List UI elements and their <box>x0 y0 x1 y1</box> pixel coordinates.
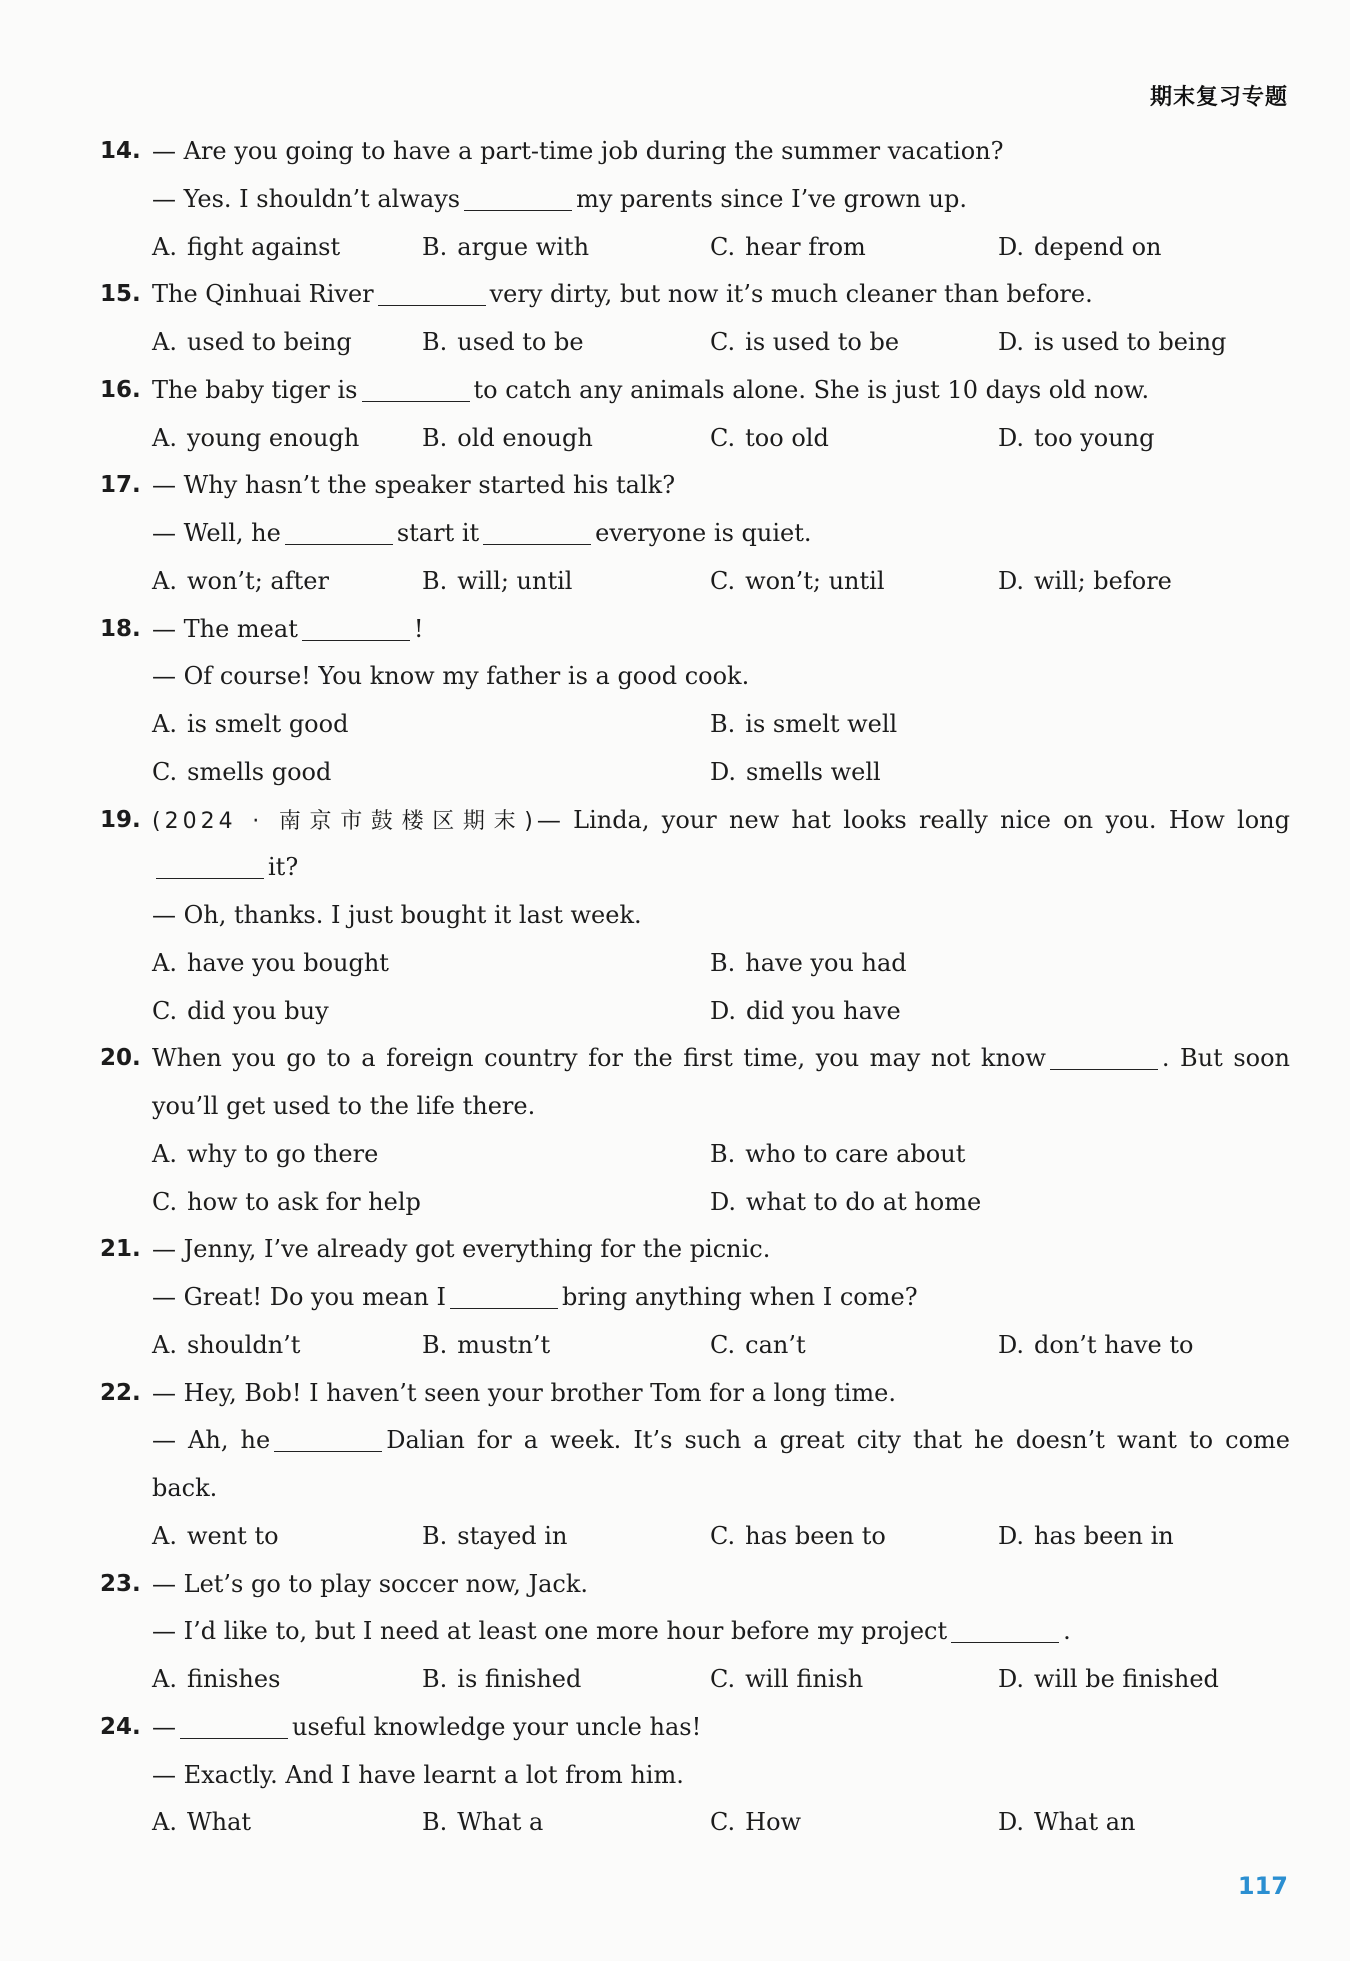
question-line <box>100 606 1290 654</box>
option-letter: A. <box>152 328 177 356</box>
question-text-segment: Dalian for a week. It’s such a great city that he doesn’t want to come <box>386 1426 1290 1455</box>
option-d[interactable] <box>998 224 1162 272</box>
question-text-segment: you’ll get used to the life there. <box>152 1092 536 1120</box>
question-text-segment: — Of course! You know my father is a good cook. <box>152 662 750 691</box>
option-letter: A. <box>152 566 177 595</box>
option-text: how to ask for help <box>187 1187 421 1216</box>
option-text: What an <box>1034 1808 1136 1837</box>
question-text <box>152 1417 1290 1465</box>
option-text: has been to <box>745 1521 886 1550</box>
options-row <box>100 988 1290 1036</box>
option-letter: C. <box>710 232 736 261</box>
option-b[interactable] <box>422 415 593 463</box>
options-row <box>100 1799 1290 1847</box>
question-text <box>152 844 1290 892</box>
option-c[interactable] <box>152 1179 421 1227</box>
option-a[interactable] <box>152 415 359 463</box>
question-line <box>100 367 1290 415</box>
option-text: will; until <box>457 566 573 595</box>
option-letter: C. <box>710 1330 736 1359</box>
options-row <box>100 558 1290 606</box>
option-letter: B. <box>422 1808 448 1837</box>
options-row <box>100 319 1290 367</box>
question-text <box>152 1274 1290 1322</box>
question-number: 16. <box>100 376 141 403</box>
question-source: (2024 · 南京市鼓楼区期末) <box>152 808 537 834</box>
option-d[interactable] <box>710 988 901 1036</box>
option-a[interactable] <box>152 1131 378 1179</box>
option-d[interactable] <box>710 1179 981 1227</box>
question-number: 21. <box>100 1236 141 1263</box>
question-text-segment: — Let’s go to play soccer now, Jack. <box>152 1569 589 1598</box>
option-letter: C. <box>152 996 178 1025</box>
question-number: 22. <box>100 1379 141 1406</box>
option-b[interactable] <box>422 1656 581 1704</box>
question-text <box>152 653 1290 701</box>
option-text: will finish <box>745 1665 864 1693</box>
option-b[interactable] <box>710 1131 965 1179</box>
option-text: what to do at home <box>746 1187 982 1216</box>
option-letter: D. <box>998 328 1025 356</box>
option-text: shouldn’t <box>186 1330 301 1359</box>
option-b[interactable] <box>422 1799 543 1847</box>
option-b[interactable] <box>422 1513 567 1561</box>
option-a[interactable] <box>152 1322 300 1370</box>
option-b[interactable] <box>422 1322 550 1370</box>
option-text: did you buy <box>187 996 329 1025</box>
option-text: hear from <box>745 232 866 261</box>
question-line <box>100 1417 1290 1465</box>
option-a[interactable] <box>152 1656 280 1704</box>
question-line <box>100 797 1290 845</box>
option-letter: C. <box>710 423 736 452</box>
option-text: have you bought <box>186 948 389 977</box>
answer-blank <box>483 543 591 545</box>
question-number: 18. <box>100 615 141 642</box>
question-14 <box>100 128 1290 271</box>
question-text <box>152 1704 1290 1752</box>
question-text <box>152 1370 1290 1418</box>
option-a[interactable] <box>152 558 329 606</box>
option-letter: B. <box>422 232 448 261</box>
option-letter: B. <box>710 948 736 977</box>
question-text <box>152 367 1290 415</box>
option-text: is finished <box>457 1665 582 1693</box>
question-text <box>152 1752 1290 1800</box>
answer-blank <box>285 543 393 545</box>
question-text-segment: — Hey, Bob! I haven’t seen your brother Tom for a long time. <box>152 1378 897 1407</box>
question-text <box>152 128 1290 176</box>
answer-blank <box>1050 1068 1158 1070</box>
option-text: too old <box>745 423 829 452</box>
question-line <box>100 1035 1290 1083</box>
option-a[interactable] <box>152 224 340 272</box>
question-text-segment: my parents since I’ve grown up. <box>576 184 967 213</box>
question-line <box>100 1370 1290 1418</box>
question-text-segment: The Qinhuai River <box>152 280 374 309</box>
answer-blank <box>274 1450 382 1452</box>
question-24 <box>100 1704 1290 1847</box>
option-text: is used to being <box>1034 328 1227 356</box>
option-letter: A. <box>152 1808 177 1837</box>
question-text-segment: — Oh, thanks. I just bought it last week. <box>152 901 642 929</box>
question-text-segment: — Are you going to have a part-time job during the summer vacation? <box>152 137 1004 165</box>
option-letter: D. <box>998 1521 1025 1550</box>
question-number: 17. <box>100 472 141 499</box>
option-letter: C. <box>710 328 736 356</box>
option-d[interactable] <box>998 319 1226 367</box>
option-text: used to being <box>186 328 352 356</box>
question-text <box>152 510 1290 558</box>
question-text-segment: — Ah, he <box>152 1426 271 1455</box>
option-text: finishes <box>186 1665 281 1693</box>
question-line <box>100 176 1290 224</box>
option-letter: B. <box>422 1665 448 1693</box>
question-18 <box>100 606 1290 797</box>
option-letter: D. <box>998 1665 1025 1693</box>
option-letter: D. <box>998 1330 1025 1359</box>
option-text: will; before <box>1034 566 1172 595</box>
question-list <box>100 128 1290 1847</box>
options-row <box>100 224 1290 272</box>
question-text-segment: bring anything when I come? <box>561 1283 918 1311</box>
question-text-segment: — Linda, your new hat looks really nice on you. How long <box>536 805 1290 834</box>
question-line <box>100 844 1290 892</box>
answer-blank <box>180 1737 288 1739</box>
option-letter: D. <box>998 232 1025 261</box>
option-text: is smelt well <box>745 710 898 738</box>
question-text <box>152 797 1290 846</box>
option-text: is used to be <box>745 328 900 356</box>
question-number: 24. <box>100 1713 141 1740</box>
option-letter: A. <box>152 423 177 452</box>
question-text-segment: — The meat <box>152 614 298 643</box>
option-text: smells well <box>746 757 881 786</box>
option-letter: D. <box>998 566 1025 595</box>
option-text: why to go there <box>186 1139 379 1168</box>
question-number: 19. <box>100 806 141 833</box>
question-text <box>152 1608 1290 1656</box>
question-number: 23. <box>100 1570 141 1597</box>
option-letter: C. <box>710 1808 736 1837</box>
option-c[interactable] <box>710 1322 806 1370</box>
question-line <box>100 1704 1290 1752</box>
question-text-segment: When you go to a foreign country for the first time, you may not know <box>152 1044 1046 1073</box>
option-text: fight against <box>186 232 341 261</box>
header-title: 期末复习专题 <box>1149 85 1288 110</box>
option-text: is smelt good <box>186 710 349 738</box>
option-text: How <box>745 1808 802 1837</box>
question-text-segment: . But soon <box>1161 1044 1290 1073</box>
question-19 <box>100 797 1290 1036</box>
question-21 <box>100 1226 1290 1369</box>
option-c[interactable] <box>710 1656 863 1704</box>
question-line <box>100 892 1290 940</box>
option-b[interactable] <box>422 224 589 272</box>
option-letter: A. <box>152 948 177 977</box>
option-c[interactable] <box>710 224 866 272</box>
question-text-segment: start it <box>396 519 480 547</box>
option-c[interactable] <box>710 319 899 367</box>
option-c[interactable] <box>710 558 885 606</box>
question-text-segment: back. <box>152 1474 218 1502</box>
options-row <box>100 701 1290 749</box>
option-d[interactable] <box>998 1322 1193 1370</box>
option-text: too young <box>1034 423 1155 452</box>
question-17 <box>100 462 1290 605</box>
option-letter: B. <box>422 1330 448 1359</box>
question-line <box>100 1752 1290 1800</box>
option-letter: A. <box>152 1330 177 1359</box>
option-text: What <box>186 1808 252 1837</box>
option-letter: C. <box>710 566 736 595</box>
question-text-segment: — Exactly. And I have learnt a lot from him. <box>152 1760 684 1789</box>
option-a[interactable] <box>152 701 348 749</box>
question-text-segment: ! <box>413 614 424 643</box>
option-a[interactable] <box>152 1513 279 1561</box>
option-text: don’t have to <box>1034 1330 1194 1359</box>
option-letter: B. <box>422 1521 448 1550</box>
question-20 <box>100 1035 1290 1226</box>
option-c[interactable] <box>710 1513 886 1561</box>
question-text-segment: — Why hasn’t the speaker started his talk? <box>152 471 676 500</box>
option-letter: C. <box>710 1521 736 1550</box>
option-d[interactable] <box>998 558 1172 606</box>
option-letter: D. <box>998 1808 1025 1837</box>
option-letter: B. <box>710 710 736 738</box>
question-number: 20. <box>100 1045 141 1072</box>
option-text: old enough <box>457 423 593 452</box>
option-letter: C. <box>152 1187 178 1216</box>
option-letter: A. <box>152 1665 177 1693</box>
question-22 <box>100 1370 1290 1561</box>
question-line <box>100 1561 1290 1609</box>
option-text: smells good <box>187 757 332 786</box>
question-line <box>100 1274 1290 1322</box>
option-d[interactable] <box>998 1656 1219 1704</box>
option-b[interactable] <box>710 940 907 988</box>
option-text: won’t; until <box>745 566 885 595</box>
question-text <box>152 1035 1290 1083</box>
question-text-segment: to catch any animals alone. She is just 10 days old now. <box>473 375 1150 404</box>
option-text: can’t <box>745 1330 806 1359</box>
question-text <box>152 1083 1290 1131</box>
page-number: 117 <box>1237 1872 1288 1900</box>
option-b[interactable] <box>422 558 572 606</box>
option-letter: B. <box>710 1139 736 1168</box>
option-b[interactable] <box>422 319 584 367</box>
question-text-segment: — <box>152 1712 176 1741</box>
options-row <box>100 1322 1290 1370</box>
option-text: did you have <box>746 996 901 1025</box>
question-line <box>100 1608 1290 1656</box>
option-letter: D. <box>998 423 1025 452</box>
option-text: mustn’t <box>457 1330 551 1359</box>
question-text-segment: — Jenny, I’ve already got everything for the picnic. <box>152 1235 771 1264</box>
question-line <box>100 1465 1290 1513</box>
option-text: young enough <box>186 423 360 452</box>
option-letter: B. <box>422 423 448 452</box>
answer-blank <box>951 1641 1059 1643</box>
option-letter: D. <box>710 996 737 1025</box>
option-d[interactable] <box>710 749 881 797</box>
options-row <box>100 415 1290 463</box>
question-text <box>152 892 1290 940</box>
option-letter: B. <box>422 328 448 356</box>
question-15 <box>100 271 1290 367</box>
question-text <box>152 462 1290 510</box>
question-line <box>100 510 1290 558</box>
option-d[interactable] <box>998 415 1154 463</box>
option-letter: B. <box>422 566 448 595</box>
answer-blank <box>450 1307 558 1309</box>
option-c[interactable] <box>710 415 829 463</box>
option-a[interactable] <box>152 940 389 988</box>
question-text-segment: — Great! Do you mean I <box>152 1283 446 1311</box>
question-line <box>100 128 1290 176</box>
answer-blank <box>156 877 264 879</box>
question-text-segment: very dirty, but now it’s much cleaner than before. <box>489 280 1093 309</box>
question-number: 14. <box>100 138 141 164</box>
question-text <box>152 176 1290 224</box>
answer-blank <box>302 639 410 641</box>
answer-blank <box>362 400 470 402</box>
option-c[interactable] <box>152 988 329 1036</box>
option-text: argue with <box>457 232 590 261</box>
question-text-segment: — Yes. I shouldn’t always <box>152 184 461 213</box>
options-row <box>100 1131 1290 1179</box>
question-text-segment: The baby tiger is <box>152 375 358 404</box>
question-number: 15. <box>100 281 141 308</box>
answer-blank <box>378 304 486 306</box>
question-line <box>100 271 1290 319</box>
question-text-segment: . <box>1063 1617 1071 1646</box>
question-text <box>152 606 1290 654</box>
options-row <box>100 749 1290 797</box>
option-letter: A. <box>152 1139 177 1168</box>
option-text: will be finished <box>1034 1665 1219 1693</box>
option-text: has been in <box>1034 1521 1174 1550</box>
question-text <box>152 1561 1290 1609</box>
option-text: used to be <box>457 328 584 356</box>
option-text: went to <box>186 1521 279 1550</box>
option-letter: A. <box>152 232 177 261</box>
question-text-segment: useful knowledge your uncle has! <box>292 1712 702 1741</box>
options-row <box>100 1179 1290 1227</box>
option-c[interactable] <box>710 1799 801 1847</box>
question-line <box>100 653 1290 701</box>
option-text: What a <box>457 1808 544 1837</box>
question-text-segment: — I’d like to, but I need at least one more hour before my project <box>152 1617 948 1646</box>
options-row <box>100 1513 1290 1561</box>
question-16 <box>100 367 1290 463</box>
options-row <box>100 1656 1290 1704</box>
question-line <box>100 1083 1290 1131</box>
options-row <box>100 940 1290 988</box>
answer-blank <box>464 209 572 211</box>
option-letter: D. <box>710 757 737 786</box>
option-letter: C. <box>710 1665 736 1693</box>
question-text <box>152 271 1290 319</box>
option-text: who to care about <box>745 1139 966 1168</box>
option-letter: A. <box>152 1521 177 1550</box>
option-d[interactable] <box>998 1799 1136 1847</box>
option-letter: D. <box>710 1187 737 1216</box>
question-line <box>100 1226 1290 1274</box>
question-text-segment: everyone is quiet. <box>595 519 812 547</box>
question-text <box>152 1465 1290 1513</box>
question-line <box>100 462 1290 510</box>
option-text: depend on <box>1034 232 1162 261</box>
question-text-segment: — Well, he <box>152 519 281 547</box>
option-a[interactable] <box>152 1799 251 1847</box>
option-c[interactable] <box>152 749 331 797</box>
option-letter: C. <box>152 757 178 786</box>
option-text: stayed in <box>457 1521 568 1550</box>
option-letter: A. <box>152 710 177 738</box>
question-text <box>152 1226 1290 1274</box>
option-d[interactable] <box>998 1513 1174 1561</box>
option-text: have you had <box>745 948 907 977</box>
option-text: won’t; after <box>186 566 329 595</box>
option-b[interactable] <box>710 701 897 749</box>
question-text-segment: it? <box>268 853 299 882</box>
option-a[interactable] <box>152 319 352 367</box>
question-23 <box>100 1561 1290 1704</box>
